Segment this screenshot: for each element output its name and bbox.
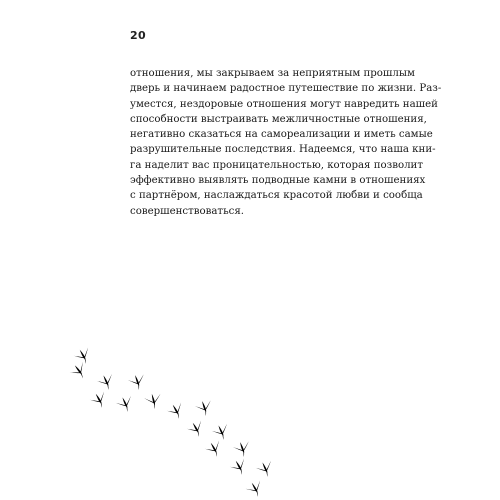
text-line: совершенствоваться. [130,205,244,217]
bird-footprint-icon [89,390,111,412]
bird-footprint-icon [255,459,277,480]
text-line: негативно сказаться на самореализации и иметь самые [130,129,433,141]
bird-footprint-icon [68,360,91,382]
bird-footprint-icon [115,394,137,415]
text-line: отношения, мы закрываем за неприятным прошлым [130,68,415,79]
bird-footprint-icon [204,439,226,461]
bird-footprint-icon [144,392,164,411]
bird-footprint-icon [96,372,118,393]
bird-footprint-icon [73,346,95,368]
bird-footprints-decoration [0,340,290,500]
text-line: разрушительные последствия. Надеемся, что наша кни- [130,144,436,156]
text-line: способности выстраивать межличностные отношения, [130,113,427,125]
text-line: дверь и начинаем радостное путешествие по жизни. Раз- [130,83,442,95]
bird-footprint-icon [127,372,148,392]
text-line: га наделит вас проницательностью, которая позволит [130,159,423,171]
bird-footprint-icon [194,398,215,418]
bird-footprint-icon [229,457,251,479]
page-number: 20 [130,29,146,42]
text-line: уместся, нездоровые отношения могут навредить нашей [130,98,438,110]
bird-footprint-icon [232,439,253,459]
bird-footprint-icon [186,419,208,441]
text-line: с партнёром, наслаждаться красотой любви и сообща [130,190,423,202]
bird-footprint-icon [245,479,267,500]
bird-footprint-icon [166,401,188,423]
bird-footprint-icon [211,422,233,443]
text-line: эффективно выявлять подводные камни в отношениях [130,175,426,187]
body-paragraph [130,66,442,219]
